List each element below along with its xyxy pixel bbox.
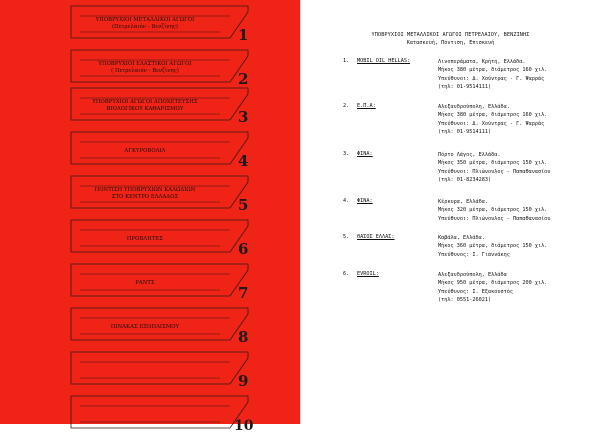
tab-label (80, 236, 210, 243)
entry-detail-line: Αλεξανδρούπολη, Ελλάδα. (438, 104, 510, 110)
entry-details (438, 151, 598, 185)
entry-detail-line: (τηλ: 01-9514111) (438, 129, 492, 136)
entry-detail-line: Καβάλα, Ελλάδα. (438, 235, 485, 241)
entry-company: ΦΙΝΑ: (357, 198, 373, 204)
tab-label-line1: ΠΡΟΒΛΗΤΕΣ (126, 236, 164, 242)
entry-number: 1. (343, 58, 350, 64)
tab-number: 5 (238, 196, 249, 214)
entry-detail-line: Υπεύθυνοι: Πλιώνουλος - Παπαθανασίου (438, 168, 551, 175)
entry-number: 4. (343, 198, 350, 204)
entry-number: 5. (343, 234, 350, 240)
tab-label-line1: ΠΟΝΤΙΣΗ ΥΠΟΒΡΥΧΙΩΝ ΚΑΛΩΔΙΩΝ (94, 187, 196, 193)
entry-company: ΘΑΣΟΣ ΕΛΛΑΣ: (357, 234, 395, 240)
index-tab[interactable] (70, 306, 250, 344)
entry-number: 3. (343, 151, 350, 157)
tab-number: 7 (238, 284, 249, 302)
index-tab[interactable] (70, 130, 250, 168)
entry-number: 2. (343, 103, 350, 109)
tab-label (80, 324, 210, 331)
tab-number: 8 (238, 328, 249, 346)
index-tab[interactable] (70, 4, 250, 42)
entry-details (438, 58, 598, 92)
index-tab[interactable] (70, 174, 250, 212)
index-tab[interactable] (70, 394, 254, 434)
entry-detail-line: Μήκος 360 μέτρα, διάμετρος 150 χιλ. (438, 243, 548, 250)
tab-label-line1: ΥΠΟΒΡΥΧΙΟΙ ΕΛΑΣΤΙΚΟΙ ΑΓΩΓΟΙ (98, 61, 192, 67)
tab-label-line2: (Πετρελαιόν - Βενζίνης) (112, 23, 178, 30)
entry-details (438, 198, 598, 223)
entry-company: Ε.Π.Α: (357, 103, 376, 109)
index-tab[interactable] (70, 262, 250, 300)
entry-detail-line: (τηλ: 01-9514111) (438, 84, 492, 91)
entry-detail-line: Μήκος 320 μέτρα, διάμετρος 150 χιλ. (438, 207, 548, 214)
tab-label (80, 148, 210, 155)
entry-detail-line: Αλεξανδρούπολη, Ελλάδα (438, 272, 507, 278)
index-tab[interactable] (70, 350, 250, 388)
tab-label-line1: ΠΙΝΑΚΑΣ ΕΞΟΠΛΙΣΜΟΥ (110, 324, 180, 330)
index-tab[interactable] (70, 218, 250, 256)
entry-detail-line: Υπεύθυνος: Ι. Εξακουστός (438, 288, 513, 295)
entry-detail-line: Υπεύθυνοι: Δ. Χούντρας - Γ. Ψαρράς (438, 75, 545, 82)
tab-outline (70, 394, 250, 432)
entry-detail-line: Πόρτο Λάγος, Ελλάδα. (438, 152, 501, 158)
entry-detail-line: Μήκος 950 μέτρα, διάμετρος 200 χιλ. (438, 280, 548, 287)
tab-number: 10 (234, 418, 254, 434)
entry-company: MOBIL OIL HELLAS: (357, 58, 411, 64)
tab-label (80, 187, 210, 200)
document-title: ΥΠΟΒΡΥΧΙΟΙ ΜΕΤΑΛΛΙΚΟΙ ΑΓΩΓΟΙ ΠΕΤΡΕΛΑΙΟΥ, ΒΕΝΖΙΝΗΣ (371, 32, 530, 38)
entry-detail-line: Κέρκυρα, Ελλάδα. (438, 199, 488, 205)
entry-detail-line: Μήκος 350 μέτρα, διάμετρος 150 χιλ. (438, 160, 548, 167)
tab-label-line1: ΡΑΝΤΣ (135, 280, 155, 286)
tab-label-line1: ΥΠΟΒΡΥΧΙΟΙ ΜΕΤΑΛΛΙΚΟΙ ΑΓΩΓΟΙ (95, 17, 195, 23)
tab-number: 1 (238, 26, 249, 44)
tab-label-line1: ΥΠΟΒΡΥΧΙΟΙ ΑΓΩΓΟΙ ΑΠΟΧΕΤΕΥΣΗΣ (92, 99, 198, 105)
tab-outline (70, 350, 250, 388)
tab-number: 4 (238, 152, 249, 170)
tab-number: 9 (238, 372, 249, 390)
entry-detail-line: Λινοπεράματα, Κρήτη, Ελλάδα. (438, 59, 526, 65)
entry-detail-line: Υπεύθυνοι: Πλιώνουλος - Παπαθανασίου (438, 215, 551, 222)
tab-number: 3 (238, 108, 249, 126)
entry-details (438, 103, 598, 137)
entry-detail-line: Μήκος 380 μέτρα, διάμετρος 160 χιλ. (438, 112, 548, 119)
tab-label (80, 99, 210, 112)
entry-company: ΦΙΝΑ: (357, 151, 373, 157)
tab-label-line2: ΒΙΟΛΟΓΙΚΟΥ ΚΑΘΑΡΙΣΜΟΥ (106, 105, 184, 112)
index-tab[interactable] (70, 48, 250, 86)
tab-label (80, 61, 210, 74)
tab-label-line1: ΑΓΚΥΡΟΒΟΛΙΑ (124, 148, 166, 154)
entry-detail-line: (τηλ: 01-8234283) (438, 177, 492, 184)
entry-detail-line: Υπεύθυνος: Ι. Γιαννάκης (438, 251, 510, 258)
tab-number: 2 (238, 70, 249, 88)
tab-number: 6 (238, 240, 249, 258)
entry-number: 6. (343, 271, 350, 277)
tab-label (80, 280, 210, 287)
tab-label-line2: ( Πετρελαιόν - Βενζίνης) (111, 67, 179, 74)
entry-detail-line: Υπεύθυνοι: Δ. Χούντρας - Γ. Ψαρράς (438, 120, 545, 127)
entry-details (438, 271, 598, 305)
entry-details (438, 234, 598, 259)
entry-detail-line: Μήκος 380 μέτρα, διάμετρος 160 χιλ. (438, 67, 548, 74)
document-page (301, 0, 600, 424)
index-tab[interactable] (70, 86, 250, 124)
entry-company: EVROIL: (357, 271, 379, 277)
document-subtitle: Κατασκευή, Πόντιση, Επισκευή (406, 40, 495, 46)
tab-label (80, 17, 210, 30)
tab-label-line2: ΣΤΟ ΚΕΝΤΡΟ ΕΛΛΑΔΟΣ (111, 193, 179, 200)
entry-detail-line: (τηλ: 0551-26021) (438, 297, 492, 304)
